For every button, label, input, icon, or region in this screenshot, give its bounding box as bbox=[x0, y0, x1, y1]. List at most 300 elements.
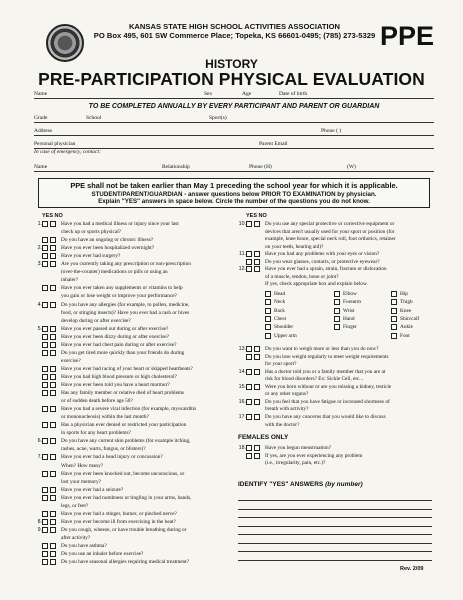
yes-checkbox[interactable] bbox=[42, 302, 48, 308]
question-number: 13. bbox=[238, 346, 246, 352]
question-line bbox=[34, 479, 230, 487]
question-line bbox=[238, 266, 434, 274]
answer-line[interactable] bbox=[238, 560, 432, 561]
body-part-checkbox[interactable] bbox=[265, 324, 271, 330]
question-text: develop during or after exercise? bbox=[61, 317, 131, 324]
no-checkbox[interactable] bbox=[50, 326, 56, 332]
no-checkbox[interactable] bbox=[50, 551, 56, 557]
question-line bbox=[34, 342, 230, 350]
sports-field-label: Sport(s) bbox=[209, 115, 227, 121]
yes-no-checkboxes bbox=[42, 390, 58, 396]
question-text: Have you ever been knocked out, become unconscious, or bbox=[61, 470, 185, 477]
body-part-option bbox=[334, 291, 357, 297]
body-part-label: Foot bbox=[400, 332, 410, 339]
body-part-label: Shin/calf bbox=[400, 315, 420, 322]
question-line bbox=[34, 277, 230, 285]
question-text: Have you ever had surgery? bbox=[61, 253, 121, 260]
body-part-label: Elbow bbox=[343, 291, 357, 297]
body-part-label: Knee bbox=[400, 307, 412, 314]
body-part-option bbox=[265, 299, 285, 305]
question-text: Have you ever had racing of your heart or skipped heartbeats? bbox=[61, 365, 193, 372]
no-checkbox[interactable] bbox=[254, 445, 260, 451]
yes-no-checkboxes bbox=[42, 374, 58, 380]
question-line bbox=[238, 422, 434, 430]
parent-email-field-label: Parent Email bbox=[259, 141, 288, 147]
question-number: 3. bbox=[37, 261, 42, 268]
question-line bbox=[34, 414, 230, 422]
body-part-checkbox[interactable] bbox=[334, 308, 340, 314]
body-part-checkbox[interactable] bbox=[265, 308, 271, 314]
no-checkbox[interactable] bbox=[254, 453, 260, 459]
question-text: for your sport? bbox=[265, 361, 297, 368]
no-checkbox[interactable] bbox=[50, 382, 56, 388]
body-part-label: Shoulder bbox=[274, 324, 294, 331]
yes-no-checkboxes bbox=[42, 519, 58, 525]
question-text: Have you ever had a head injury or concussion? bbox=[61, 454, 163, 461]
yes-checkbox[interactable] bbox=[42, 454, 48, 460]
body-part-checkbox[interactable] bbox=[334, 316, 340, 322]
no-checkbox[interactable] bbox=[50, 245, 56, 251]
yes-checkbox[interactable] bbox=[42, 382, 48, 388]
question-text: Have you ever had a seizure? bbox=[61, 486, 124, 493]
notice-line-2: STUDENT/PARENT/GUARDIAN - answer questions below PRIOR TO EXAMINATION by physician. bbox=[91, 191, 377, 198]
question-text: or of sudden death before age 50? bbox=[61, 398, 133, 405]
question-text: Have you had any problems with your eyes or vision? bbox=[265, 251, 380, 257]
association-header bbox=[92, 22, 377, 40]
phone-field-label: Phone ( ) bbox=[321, 128, 342, 134]
question-number: 6. bbox=[37, 438, 42, 445]
body-part-label: Hand bbox=[343, 315, 355, 322]
yes-no-checkboxes bbox=[42, 543, 58, 549]
answer-line[interactable] bbox=[238, 509, 432, 510]
question-line bbox=[238, 391, 434, 399]
question-text: breath with activity? bbox=[265, 406, 309, 413]
no-checkbox[interactable] bbox=[50, 237, 56, 243]
question-line bbox=[34, 326, 230, 334]
emergency-label: In case of emergency, contact: bbox=[34, 149, 101, 155]
question-line bbox=[34, 406, 230, 414]
question-line bbox=[34, 543, 230, 551]
yes-checkbox[interactable] bbox=[42, 551, 48, 557]
body-part-checkbox[interactable] bbox=[391, 324, 397, 330]
yes-checkbox[interactable] bbox=[42, 366, 48, 372]
no-checkbox[interactable] bbox=[50, 559, 56, 565]
identify-yes-heading: IDENTIFY "YES" ANSWERS (by number) bbox=[238, 481, 363, 488]
question-text: Do you have an ongoing or chronic illness? bbox=[61, 237, 154, 244]
question-text: (over-the-counter) medications or pills or using an bbox=[61, 269, 168, 276]
question-line bbox=[238, 274, 434, 282]
no-checkbox[interactable] bbox=[50, 438, 56, 444]
annual-instruction: TO BE COMPLETED ANNUALLY BY EVERY PARTICIPANT AND PARENT OR GUARDIAN bbox=[88, 103, 380, 110]
yes-no-checkboxes bbox=[42, 551, 58, 557]
yes-checkbox[interactable] bbox=[42, 285, 48, 291]
yes-no-checkboxes bbox=[42, 342, 58, 348]
no-checkbox[interactable] bbox=[50, 495, 56, 501]
yes-no-checkboxes bbox=[42, 253, 58, 259]
question-line bbox=[34, 487, 230, 495]
body-part-option bbox=[265, 324, 293, 330]
address-row bbox=[34, 126, 434, 136]
question-line bbox=[34, 237, 230, 245]
question-line bbox=[34, 269, 230, 277]
question-text: Has a doctor told you or a family member that you are at bbox=[265, 368, 386, 375]
question-text: Do you want to weigh more or less than you do now? bbox=[265, 346, 379, 352]
yes-checkbox[interactable] bbox=[42, 253, 48, 259]
question-line bbox=[238, 384, 434, 392]
question-text: Do you use an inhaler before exercise? bbox=[61, 551, 144, 558]
yes-checkbox[interactable] bbox=[42, 406, 48, 412]
question-line bbox=[238, 229, 434, 237]
question-text: Have you ever been told you have a heart murmur? bbox=[61, 382, 170, 388]
yes-checkbox[interactable] bbox=[42, 543, 48, 549]
question-line bbox=[34, 398, 230, 406]
question-text: Have you had high blood pressure or high cholesterol? bbox=[61, 373, 177, 380]
question-line bbox=[34, 221, 230, 229]
notice-line-3: Explain "YES" answers in space below. Circle the number of the questions you do not know. bbox=[98, 198, 370, 205]
yes-no-checkboxes bbox=[42, 559, 58, 565]
question-number: 17. bbox=[238, 413, 246, 420]
no-checkbox[interactable] bbox=[254, 221, 260, 227]
yes-checkbox[interactable] bbox=[42, 390, 48, 396]
body-part-option bbox=[391, 316, 419, 322]
question-line bbox=[238, 354, 434, 362]
body-part-checkbox[interactable] bbox=[334, 324, 340, 330]
no-checkbox[interactable] bbox=[50, 406, 56, 412]
no-checkbox[interactable] bbox=[50, 334, 56, 340]
question-number: 1. bbox=[37, 221, 42, 227]
association-address: PO Box 495, 601 SW Commerce Place; Topeka, KS 66601-0495; (785) 273-5329 bbox=[93, 31, 376, 40]
no-checkbox[interactable] bbox=[254, 259, 260, 265]
question-text: you gain or lose weight or improve your performance? bbox=[61, 293, 177, 300]
no-checkbox[interactable] bbox=[50, 543, 56, 549]
body-part-label: Back bbox=[274, 307, 285, 314]
yes-checkbox[interactable] bbox=[246, 354, 252, 360]
question-line bbox=[34, 374, 230, 382]
yes-checkbox[interactable] bbox=[42, 374, 48, 380]
khsaa-seal-icon bbox=[46, 24, 84, 62]
yes-no-checkboxes bbox=[42, 285, 58, 291]
no-checkbox[interactable] bbox=[50, 342, 56, 348]
question-number: 5. bbox=[37, 325, 42, 332]
question-number: 14. bbox=[238, 368, 246, 375]
question-text: Have you ever had chest pain during or after exercise? bbox=[61, 341, 177, 348]
name-field-label: Name bbox=[34, 91, 48, 97]
body-part-checkbox[interactable] bbox=[391, 299, 397, 305]
question-text: food, or stinging insects)? Have you ever had a rash or hives bbox=[61, 309, 190, 316]
question-text: Have you ever taken any supplements or vitamins to help bbox=[61, 285, 183, 292]
yes-checkbox[interactable] bbox=[246, 221, 252, 227]
yes-no-checkboxes bbox=[42, 471, 58, 477]
body-part-option bbox=[391, 291, 408, 297]
grade-row bbox=[34, 113, 434, 123]
yes-no-checkboxes bbox=[246, 251, 262, 257]
yes-checkbox[interactable] bbox=[42, 350, 48, 356]
yes-no-header-left: YES NO bbox=[42, 213, 63, 219]
yes-no-checkboxes bbox=[246, 259, 262, 265]
no-checkbox[interactable] bbox=[254, 266, 260, 272]
question-line bbox=[34, 358, 230, 366]
body-part-option bbox=[265, 308, 285, 314]
no-checkbox[interactable] bbox=[50, 366, 56, 372]
yes-no-checkboxes bbox=[42, 261, 58, 267]
yes-checkbox[interactable] bbox=[246, 369, 252, 375]
question-line bbox=[238, 346, 434, 354]
question-text: Do you have any allergies (for example, to pollen, medicine, bbox=[61, 301, 190, 308]
yes-no-checkboxes bbox=[246, 369, 262, 375]
yes-no-checkboxes bbox=[42, 302, 58, 308]
question-text: of a muscle, tendon, bone or joint? bbox=[265, 273, 339, 280]
question-line bbox=[34, 253, 230, 261]
question-line bbox=[34, 366, 230, 374]
yes-checkbox[interactable] bbox=[42, 237, 48, 243]
question-line bbox=[34, 454, 230, 462]
question-text: Have you ever had a sprain, strain, fracture or dislocation bbox=[265, 266, 387, 272]
instructions-box bbox=[38, 178, 430, 208]
no-checkbox[interactable] bbox=[50, 454, 56, 460]
body-part-checkbox[interactable] bbox=[265, 316, 271, 322]
yes-checkbox[interactable] bbox=[42, 471, 48, 477]
body-part-label: Head bbox=[274, 291, 286, 297]
no-checkbox[interactable] bbox=[50, 422, 56, 428]
question-line bbox=[238, 445, 434, 453]
yes-checkbox[interactable] bbox=[42, 559, 48, 565]
body-part-checkbox[interactable] bbox=[334, 299, 340, 305]
body-part-checkbox[interactable] bbox=[265, 291, 271, 297]
sex-field-label: Sex bbox=[204, 91, 213, 97]
body-part-checkbox[interactable] bbox=[391, 308, 397, 314]
no-checkbox[interactable] bbox=[254, 384, 260, 390]
no-checkbox[interactable] bbox=[50, 471, 56, 477]
age-field-label: Age bbox=[242, 91, 252, 97]
question-line bbox=[34, 535, 230, 543]
name-row bbox=[34, 89, 434, 99]
yes-checkbox[interactable] bbox=[42, 511, 48, 517]
question-text: on your teeth, hearing aid)? bbox=[265, 243, 324, 250]
school-field-label: School bbox=[86, 115, 102, 121]
question-line bbox=[34, 318, 230, 326]
no-checkbox[interactable] bbox=[50, 253, 56, 259]
yes-no-checkboxes bbox=[42, 221, 58, 227]
yes-checkbox[interactable] bbox=[246, 266, 252, 272]
question-text: Were you born without or are you missing a kidney, testicle bbox=[265, 383, 392, 390]
answer-line[interactable] bbox=[238, 551, 432, 552]
no-checkbox[interactable] bbox=[50, 285, 56, 291]
question-number: 4. bbox=[37, 301, 42, 308]
question-text: Have you ever been dizzy during or after exercise? bbox=[61, 333, 169, 340]
question-text: Has any family member or relative died of heart problems bbox=[61, 390, 185, 397]
question-text: Have you had a medical illness or injury since your last bbox=[61, 221, 179, 227]
question-text: exercise? bbox=[61, 357, 81, 364]
question-line bbox=[34, 495, 230, 503]
body-part-option bbox=[265, 333, 297, 339]
physician-field-label: Personal physician bbox=[34, 141, 76, 147]
question-line bbox=[238, 406, 434, 414]
question-text: rashes, acne, warts, fungus, or blisters)? bbox=[61, 446, 146, 453]
no-checkbox[interactable] bbox=[50, 302, 56, 308]
question-line bbox=[238, 399, 434, 407]
no-checkbox[interactable] bbox=[50, 519, 56, 525]
yes-no-checkboxes bbox=[42, 382, 58, 388]
yes-checkbox[interactable] bbox=[42, 342, 48, 348]
yes-no-checkboxes bbox=[42, 350, 58, 356]
question-text: Do you cough, wheeze, or have trouble breathing during or bbox=[61, 526, 187, 533]
yes-checkbox[interactable] bbox=[246, 399, 252, 405]
no-checkbox[interactable] bbox=[254, 414, 260, 420]
yes-checkbox[interactable] bbox=[42, 334, 48, 340]
contact-row bbox=[34, 162, 434, 172]
no-checkbox[interactable] bbox=[50, 487, 56, 493]
no-checkbox[interactable] bbox=[50, 350, 56, 356]
question-line bbox=[34, 390, 230, 398]
no-checkbox[interactable] bbox=[254, 399, 260, 405]
question-text: Have you begun menstruation? bbox=[265, 445, 332, 451]
yes-no-checkboxes bbox=[246, 354, 262, 360]
answer-line[interactable] bbox=[238, 500, 432, 501]
body-part-checkbox[interactable] bbox=[265, 299, 271, 305]
question-number: 11. bbox=[239, 251, 246, 257]
question-line bbox=[34, 245, 230, 253]
yes-no-checkboxes bbox=[42, 487, 58, 493]
no-checkbox[interactable] bbox=[254, 354, 260, 360]
question-line bbox=[34, 302, 230, 310]
question-number: 2. bbox=[37, 245, 42, 252]
question-line bbox=[34, 503, 230, 511]
question-text: When? How many? bbox=[61, 462, 104, 469]
body-part-checkbox[interactable] bbox=[391, 333, 397, 339]
body-part-label: Chest bbox=[274, 315, 287, 322]
dob-field-label: Date of birth bbox=[279, 91, 308, 97]
no-checkbox[interactable] bbox=[50, 527, 56, 533]
no-checkbox[interactable] bbox=[254, 251, 260, 257]
association-name: KANSAS STATE HIGH SCHOOL ACTIVITIES ASSOCIATION bbox=[128, 22, 341, 31]
question-line bbox=[34, 519, 230, 527]
question-text: devices that aren't usually used for your sport or position (for bbox=[265, 228, 395, 235]
no-checkbox[interactable] bbox=[50, 390, 56, 396]
question-text: lost your memory? bbox=[61, 478, 102, 485]
yes-no-checkboxes bbox=[42, 454, 58, 460]
question-line bbox=[238, 460, 434, 468]
question-line bbox=[34, 382, 230, 390]
yes-checkbox[interactable] bbox=[246, 251, 252, 257]
yes-no-checkboxes bbox=[42, 326, 58, 332]
body-part-option bbox=[391, 333, 410, 339]
body-part-checkbox[interactable] bbox=[265, 333, 271, 339]
no-checkbox[interactable] bbox=[50, 511, 56, 517]
yes-checkbox[interactable] bbox=[42, 438, 48, 444]
question-line bbox=[238, 259, 434, 267]
yes-checkbox[interactable] bbox=[246, 259, 252, 265]
question-text: If yes, check appropriate box and explain below. bbox=[265, 281, 368, 287]
question-text: Do you have any current skin problems (for example itching, bbox=[61, 438, 191, 445]
no-checkbox[interactable] bbox=[50, 221, 56, 227]
no-checkbox[interactable] bbox=[254, 346, 260, 352]
question-text: risk for blood disorders? Ex: Sickle Cell, etc... bbox=[265, 376, 364, 383]
no-checkbox[interactable] bbox=[254, 369, 260, 375]
answer-line[interactable] bbox=[238, 543, 432, 544]
question-line bbox=[34, 527, 230, 535]
yes-checkbox[interactable] bbox=[42, 245, 48, 251]
question-line bbox=[34, 551, 230, 559]
no-checkbox[interactable] bbox=[50, 261, 56, 267]
yes-no-checkboxes bbox=[42, 334, 58, 340]
yes-no-header-right: YES NO bbox=[246, 213, 267, 219]
body-part-label: Ankle bbox=[400, 324, 413, 331]
body-part-option bbox=[265, 316, 286, 322]
question-line bbox=[34, 334, 230, 342]
body-part-checkbox[interactable] bbox=[391, 291, 397, 297]
yes-checkbox[interactable] bbox=[42, 422, 48, 428]
yes-checkbox[interactable] bbox=[246, 384, 252, 390]
yes-checkbox[interactable] bbox=[246, 414, 252, 420]
yes-checkbox[interactable] bbox=[246, 445, 252, 451]
question-text: Do you lose weight regularly to meet weight requirements bbox=[265, 353, 389, 360]
question-number: 7. bbox=[37, 454, 42, 461]
yes-checkbox[interactable] bbox=[42, 261, 48, 267]
body-part-option bbox=[334, 316, 354, 322]
question-text: Have you ever become ill from exercising in the heat? bbox=[61, 518, 176, 525]
yes-no-checkboxes bbox=[246, 453, 262, 459]
yes-checkbox[interactable] bbox=[42, 519, 48, 525]
yes-no-checkboxes bbox=[246, 384, 262, 390]
question-number: 18. bbox=[238, 445, 246, 451]
yes-no-checkboxes bbox=[42, 527, 58, 533]
question-text: Do you get tired more quickly than your friends do during bbox=[61, 349, 185, 356]
question-text: Do you feel that you have fatigue or increased shortness of bbox=[265, 398, 390, 405]
yes-checkbox[interactable] bbox=[42, 221, 48, 227]
yes-no-checkboxes bbox=[246, 414, 262, 420]
yes-checkbox[interactable] bbox=[42, 487, 48, 493]
yes-checkbox[interactable] bbox=[42, 495, 48, 501]
body-part-checkbox[interactable] bbox=[334, 291, 340, 297]
question-text: inhaler? bbox=[61, 277, 79, 284]
contact-name-label: Name bbox=[34, 164, 48, 170]
question-text: or any other organs? bbox=[265, 391, 309, 398]
body-part-option bbox=[334, 308, 355, 314]
question-text: Have you ever had a stinger, burner, or pinched nerve? bbox=[61, 510, 177, 517]
question-text: Has a physician ever denied or restricted your participation bbox=[61, 422, 187, 429]
yes-checkbox[interactable] bbox=[246, 453, 252, 459]
question-number: 12. bbox=[238, 266, 246, 272]
question-line bbox=[34, 446, 230, 454]
question-text: check up or sports physical? bbox=[61, 229, 122, 236]
question-line bbox=[238, 376, 434, 384]
question-line bbox=[238, 281, 434, 289]
question-line bbox=[34, 463, 230, 471]
yes-checkbox[interactable] bbox=[246, 346, 252, 352]
question-text: Are you currently taking any prescription or non-prescription bbox=[61, 261, 191, 268]
body-part-label: Finger bbox=[343, 324, 357, 331]
yes-checkbox[interactable] bbox=[42, 527, 48, 533]
answer-line[interactable] bbox=[238, 517, 432, 518]
yes-checkbox[interactable] bbox=[42, 326, 48, 332]
no-checkbox[interactable] bbox=[50, 374, 56, 380]
notice-line-1: PPE shall not be taken earlier than May 1 preceding the school year for which it is applicable. bbox=[70, 181, 398, 190]
question-text: Have you had a severe viral infection (for example, myocarditis bbox=[61, 406, 197, 413]
body-part-checkbox[interactable] bbox=[391, 316, 397, 322]
question-text: Have you ever had numbness or tingling in your arms, hands, bbox=[61, 494, 192, 501]
yes-no-checkboxes bbox=[42, 422, 58, 428]
body-part-option bbox=[334, 324, 357, 330]
question-text: Do you have asthma? bbox=[61, 543, 107, 549]
question-text: with the doctor? bbox=[265, 421, 300, 428]
body-part-label: Forearm bbox=[343, 299, 361, 306]
yes-no-checkboxes bbox=[246, 445, 262, 451]
question-text: Have you ever passed out during or after exercise? bbox=[61, 325, 169, 332]
answer-line[interactable] bbox=[238, 526, 432, 527]
body-part-option bbox=[334, 299, 361, 305]
answer-line[interactable] bbox=[238, 534, 432, 535]
question-text: legs, or feet? bbox=[61, 502, 89, 509]
